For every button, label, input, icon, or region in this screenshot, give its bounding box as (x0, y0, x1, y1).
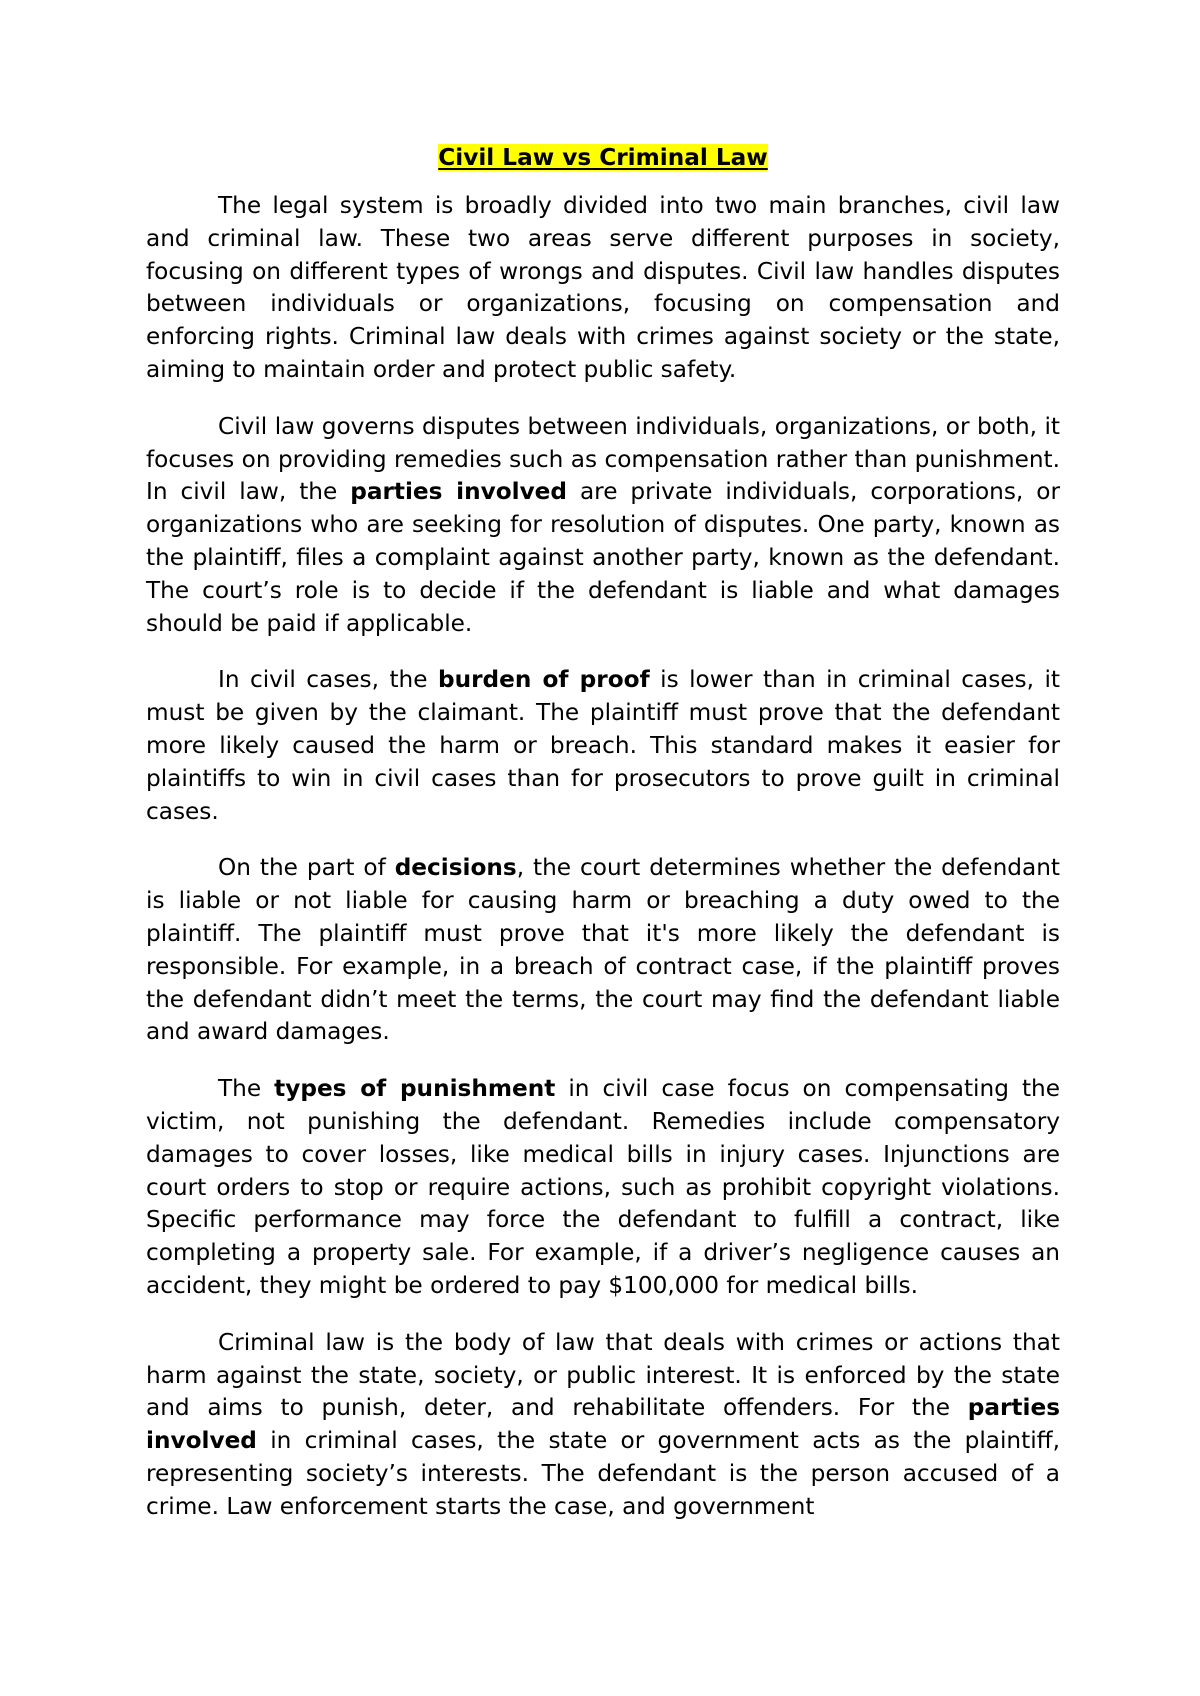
document-title-text: Civil Law vs Criminal Law (438, 144, 768, 171)
paragraph-civil-law (146, 411, 1060, 641)
bold-term-parties-involved: parties involved (350, 478, 568, 506)
paragraph-types-of-punishment (146, 1073, 1060, 1303)
paragraph-criminal-law (146, 1327, 1060, 1524)
paragraph-text: Criminal law is the body of law that deals with crimes or actions that harm against the state, society, or public interest. It is enforced by the state and aims to punish, deter, and rehabilitate offenders. For the (146, 1328, 1060, 1422)
paragraph-text: Civil law governs disputes between individuals, organizations, or both, it focuses on providing remedies such as compensation rather than punishment. In civil law, the (146, 412, 1060, 506)
paragraph-text: On the part of (218, 854, 395, 882)
bold-term-types-of-punishment: types of punishment (274, 1075, 556, 1103)
paragraph-text: are private individuals, corporations, or organizations who are seeking for resolution of disputes. One party, known as the plaintiff, files a complaint against another party, known as the defendant. The court’s role is to decide if the defendant is liable and what damages should be paid if applicable. (146, 478, 1060, 637)
paragraph-text: In civil cases, the (218, 666, 438, 694)
document-body (146, 142, 1060, 1547)
paragraph-burden-of-proof (146, 664, 1060, 828)
bold-term-parties-involved: parties involved (146, 1394, 1060, 1455)
bold-term-decisions: decisions (394, 854, 517, 882)
paragraph-text: , the court determines whether the defendant is liable or not liable for causing harm or breaching a duty owed to the plaintiff. The plaintiff must prove that it's more likely the defendant is responsible. For example, in a breach of contract case, if the plaintiff proves the defendant didn’t meet the terms, the court may find the defendant liable and award damages. (146, 854, 1060, 1046)
paragraph-intro (146, 190, 1060, 387)
paragraph-text: in criminal cases, the state or government acts as the plaintiff, representing society’s interests. The defendant is the person accused of a crime. Law enforcement starts the case, and government (146, 1427, 1060, 1520)
paragraph-text: The legal system is broadly divided into two main branches, civil law and criminal law. These two areas serve different purposes in society, focusing on different types of wrongs and disputes. Civil law handles disputes between individuals or organizations, focusing on compensation and enforcing rights. Criminal law deals with crimes against society or the state, aiming to maintain order and protect public safety. (146, 192, 1060, 383)
bold-term-burden-of-proof: burden of proof (437, 666, 650, 694)
document-title (146, 142, 1060, 174)
paragraph-text: The (218, 1075, 275, 1103)
paragraph-decisions (146, 852, 1060, 1049)
paragraph-text: is lower than in criminal cases, it must be given by the claimant. The plaintiff must prove that the defendant more likely caused the harm or breach. This standard makes it easier for plaintiffs to win in civil cases than for prosecutors to prove guilt in criminal cases. (146, 666, 1060, 825)
paragraph-text: in civil case focus on compensating the victim, not punishing the defendant. Remedies include compensatory damages to cover losses, like medical bills in injury cases. Injunctions are court orders to stop or require actions, such as prohibit copyright violations. Specific performance may force the defendant to fulfill a contract, like completing a property sale. For example, if a driver’s negligence causes an accident, they might be ordered to pay $100,000 for medical bills. (146, 1075, 1060, 1299)
